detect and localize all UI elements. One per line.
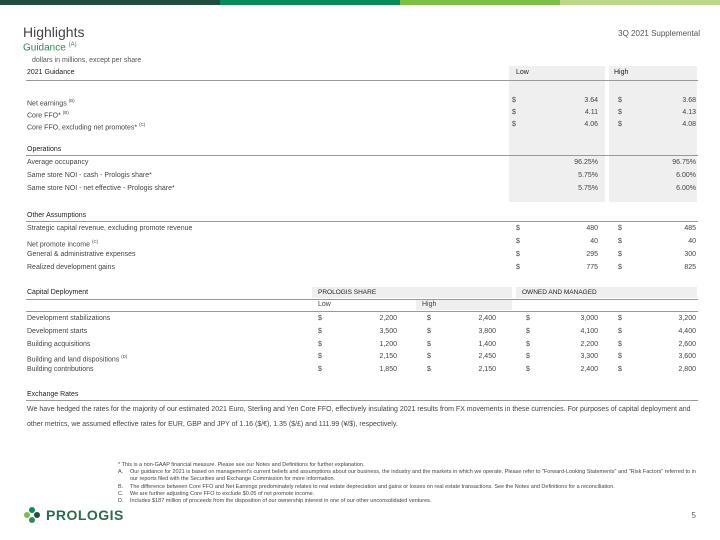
currency: $	[618, 353, 622, 360]
ps-high-value: 2,450	[478, 353, 496, 360]
om-low-value: 3,000	[580, 315, 598, 322]
currency: $	[318, 353, 322, 360]
prologis-mark-icon	[22, 505, 42, 525]
ps-high-label: High	[422, 301, 437, 308]
divider	[26, 155, 698, 156]
guidance-title: 2021 Guidance	[27, 69, 75, 76]
value-high: 4.13	[682, 109, 696, 116]
row-label: Same store NOI - cash - Prologis share*	[27, 172, 152, 179]
footnote-item	[118, 498, 698, 505]
value-high: 485	[684, 225, 696, 232]
currency: $	[318, 366, 322, 373]
color-bar-segment	[0, 0, 220, 5]
currency: $	[318, 328, 322, 335]
currency-low: $	[516, 251, 520, 258]
currency: $	[618, 315, 622, 322]
prologis-share-label: PROLOGIS SHARE	[318, 289, 377, 296]
row-label-text: Development starts	[27, 328, 88, 335]
value-high: 40	[688, 238, 696, 245]
footnote-item	[118, 491, 698, 498]
exchange-rates-text: We have hedged the rates for the majority of our estimated 2021 Euro, Sterling and Yen Core FFO, effectively insulating 2021 results from FX movements in these currencies. For purposes of capital deployment and other metrics, we assumed effective rates for EUR, GBP and JPY of 1.16 ($/€), 1.35 ($/£) and 111.99 (¥/$), respectively.	[27, 406, 691, 428]
row-label: Same store NOI - net effective - Prologis share*	[27, 185, 175, 192]
divider	[26, 80, 698, 81]
footnote-item	[118, 469, 698, 483]
currency: $	[427, 328, 431, 335]
owned-managed-label: OWNED AND MANAGED	[522, 289, 597, 296]
value-low: 480	[586, 225, 598, 232]
currency: $	[526, 341, 530, 348]
ps-high-value: 3,800	[478, 328, 496, 335]
value-low: 295	[586, 251, 598, 258]
footnote-text: Includes $187 million of proceeds from the disposition of our ownership interest in one of our other unconsolidated ventures.	[130, 498, 432, 505]
divider	[26, 311, 698, 312]
capital-title: Capital Deployment	[27, 289, 89, 296]
row-label	[27, 313, 110, 325]
footnote-letter: D.	[118, 498, 124, 505]
operations-title: Operations	[27, 146, 62, 153]
divider	[26, 221, 698, 222]
row-note: (B)	[62, 110, 69, 115]
capital-row	[26, 364, 698, 376]
ps-low-label: Low	[318, 301, 331, 308]
om-high-value: 4,400	[678, 328, 696, 335]
other-row	[26, 249, 698, 261]
value-low: 40	[590, 238, 598, 245]
ps-low-value: 1,200	[379, 341, 397, 348]
value-low: 5.75%	[578, 172, 598, 179]
capital-row	[26, 326, 698, 338]
value-high: 3.68	[682, 97, 696, 104]
value-low: 5.75%	[578, 185, 598, 192]
value-low: 3.64	[584, 97, 598, 104]
capital-row	[26, 313, 698, 325]
row-label	[27, 326, 87, 338]
footnote-star: * This is a non-GAAP financial measure. Please see our Notes and Definitions for further explanation.	[118, 462, 365, 468]
currency-high: $	[618, 238, 622, 245]
row-label-text: Building acquisitions	[27, 341, 91, 348]
footnote-list	[118, 469, 698, 505]
value-low: 96.25%	[574, 159, 598, 166]
operations-row	[26, 157, 698, 169]
row-label-text: Strategic capital revenue, excluding promote revenue	[27, 225, 193, 232]
guidance-row	[26, 95, 698, 107]
currency: $	[318, 341, 322, 348]
row-note: (C)	[91, 239, 99, 244]
report-period: 3Q 2021 Supplemental	[618, 29, 700, 38]
prologis-logo	[22, 505, 124, 525]
row-label	[27, 262, 115, 274]
logo-text: PROLOGIS	[46, 507, 124, 523]
row-note: (D)	[121, 354, 128, 359]
col-low-label: Low	[516, 69, 529, 76]
exchange-title: Exchange Rates	[27, 391, 79, 398]
currency-high: $	[618, 264, 622, 271]
currency: $	[618, 328, 622, 335]
footnote-text: We are further adjusting Core FFO to exclude $0.05 of net promote income.	[130, 490, 315, 497]
color-bar-segment	[400, 0, 560, 5]
currency-high: $	[618, 97, 622, 104]
page-number: 5	[691, 511, 696, 520]
other-row	[26, 223, 698, 235]
om-low-value: 2,400	[580, 366, 598, 373]
ps-low-value: 1,850	[379, 366, 397, 373]
row-label-text: Net promote income	[27, 241, 91, 249]
value-high: 4.08	[682, 121, 696, 128]
guidance-row	[26, 119, 698, 131]
footnote-text: The difference between Core FFO and Net Earnings predominately relates to real estate depreciation and gains or losses on real estate transactions. See the Notes and Definitions for a reconciliation.	[130, 483, 615, 490]
footnote-letter: A.	[118, 469, 124, 476]
row-label: Average occupancy	[27, 159, 89, 166]
currency-high: $	[618, 109, 622, 116]
value-high: 300	[684, 251, 696, 258]
currency-high: $	[618, 121, 622, 128]
ps-low-value: 2,150	[379, 353, 397, 360]
row-label-text: Building and land dispositions	[27, 356, 120, 364]
currency-low: $	[516, 225, 520, 232]
color-bar-segment	[220, 0, 400, 5]
value-high: 96.75%	[672, 159, 696, 166]
ps-high-value: 2,400	[478, 315, 496, 322]
om-high-value: 2,600	[678, 341, 696, 348]
footnotes	[118, 462, 698, 505]
currency: $	[618, 341, 622, 348]
om-low-value: 4,100	[580, 328, 598, 335]
om-low-value: 2,200	[580, 341, 598, 348]
capital-row	[26, 351, 698, 363]
subtitle-note: (A)	[68, 42, 77, 48]
footnote-letter: B.	[118, 483, 124, 490]
footnote-text: Our guidance for 2021 is based on management's current beliefs and assumptions about our business, the industry and the markets in which we operate. Please refer to "Forward-Looking Statements" and "Risk Factors" referred to in our reports filed with the Securities and Exchange Commission for more information.	[130, 469, 696, 483]
value-low: 775	[586, 264, 598, 271]
currency: $	[526, 366, 530, 373]
ps-high-value: 2,150	[478, 366, 496, 373]
currency: $	[427, 353, 431, 360]
row-label-text: Net earnings	[27, 100, 67, 108]
value-low: 4.11	[584, 109, 598, 116]
currency: $	[427, 341, 431, 348]
currency: $	[526, 328, 530, 335]
om-high-value: 3,600	[678, 353, 696, 360]
other-row	[26, 262, 698, 274]
currency: $	[318, 315, 322, 322]
currency-low: $	[512, 121, 516, 128]
capital-header-row	[26, 287, 698, 299]
color-bar-segment	[560, 0, 720, 5]
ps-low-value: 2,200	[379, 315, 397, 322]
currency: $	[427, 315, 431, 322]
capital-subheader-row	[26, 299, 698, 311]
operations-row	[26, 170, 698, 182]
other-row	[26, 236, 698, 248]
currency-high: $	[618, 225, 622, 232]
page-subtitle	[23, 42, 77, 53]
guidance-header-row	[26, 67, 698, 79]
guidance-row	[26, 107, 698, 119]
om-high-value: 2,800	[678, 366, 696, 373]
currency: $	[526, 315, 530, 322]
value-low: 4.06	[584, 121, 598, 128]
currency: $	[618, 366, 622, 373]
row-label-text: Core FFO, excluding net promotes*	[27, 124, 138, 132]
row-label	[27, 249, 136, 261]
footnote-letter: C.	[118, 490, 124, 497]
currency-low: $	[512, 109, 516, 116]
divider	[26, 400, 698, 401]
subtitle-text: Guidance	[23, 42, 66, 54]
ps-low-value: 3,500	[379, 328, 397, 335]
row-label	[27, 223, 192, 235]
row-label-text: General & administrative expenses	[27, 251, 136, 258]
value-high: 825	[684, 264, 696, 271]
row-label-text: Building contributions	[27, 366, 94, 373]
currency: $	[427, 366, 431, 373]
currency: $	[526, 353, 530, 360]
other-title: Other Assumptions	[27, 212, 87, 219]
value-high: 6.00%	[676, 185, 696, 192]
row-label	[27, 364, 94, 376]
row-label	[27, 339, 90, 351]
row-label-text: Realized development gains	[27, 264, 115, 271]
currency-low: $	[516, 238, 520, 245]
row-label-text: Development stabilizations	[27, 315, 111, 322]
om-low-value: 3,300	[580, 353, 598, 360]
capital-row	[26, 339, 698, 351]
currency-low: $	[512, 97, 516, 104]
footnote-item	[118, 484, 698, 491]
row-note: (C)	[139, 122, 146, 127]
ps-high-value: 1,400	[478, 341, 496, 348]
operations-row	[26, 183, 698, 195]
om-high-value: 3,200	[678, 315, 696, 322]
col-high-label: High	[614, 69, 629, 76]
page-title: Highlights	[23, 24, 85, 40]
units-note: dollars in millions, except per share	[32, 57, 142, 64]
row-note: (B)	[68, 98, 75, 103]
row-label-text: Core FFO*	[27, 112, 61, 120]
currency-high: $	[618, 251, 622, 258]
value-high: 6.00%	[676, 172, 696, 179]
top-color-bar	[0, 0, 720, 5]
currency-low: $	[516, 264, 520, 271]
row-label	[27, 119, 145, 134]
